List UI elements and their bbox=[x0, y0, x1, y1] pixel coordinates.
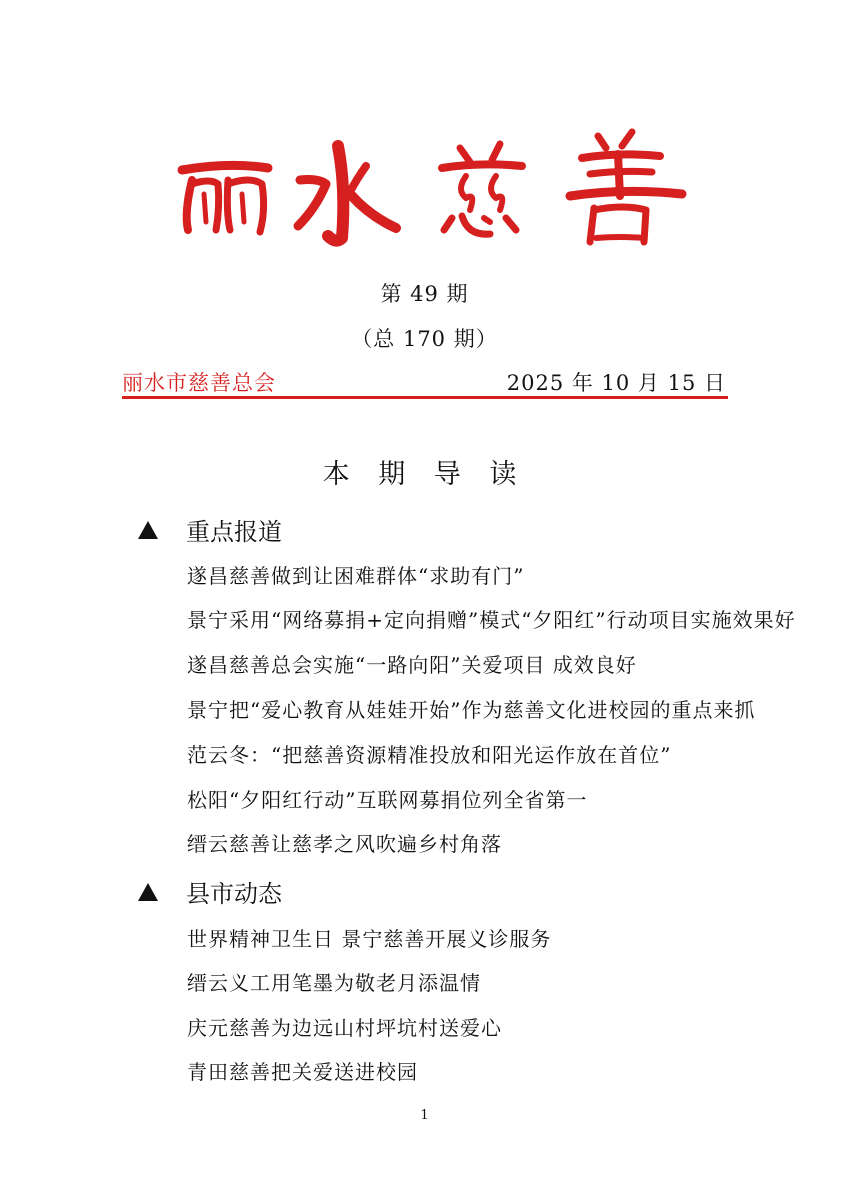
masthead-calligraphy bbox=[170, 118, 700, 258]
triangle-bullet-icon bbox=[138, 521, 158, 539]
toc-item[interactable]: 世界精神卫生日 景宁慈善开展义诊服务 bbox=[187, 927, 552, 951]
toc-item[interactable]: 庆元慈善为边远山村坪坑村送爱心 bbox=[187, 1016, 502, 1040]
header-divider bbox=[122, 396, 728, 399]
toc-item[interactable]: 景宁把“爱心教育从娃娃开始”作为慈善文化进校园的重点来抓 bbox=[187, 698, 756, 722]
toc-title: 本 期 导 读 bbox=[322, 459, 527, 490]
toc-item[interactable]: 遂昌慈善做到让困难群体“求助有门” bbox=[187, 564, 525, 588]
issue-number: 第 49 期 bbox=[380, 282, 469, 306]
issue-total: （总 170 期） bbox=[351, 327, 498, 351]
section-heading-county-news bbox=[138, 874, 282, 909]
toc-item[interactable]: 缙云慈善让慈孝之风吹遍乡村角落 bbox=[187, 832, 502, 856]
masthead-logo bbox=[170, 118, 700, 258]
toc-item[interactable]: 遂昌慈善总会实施“一路向阳”关爱项目 成效良好 bbox=[187, 653, 637, 677]
section-heading-key-reports bbox=[138, 512, 282, 547]
toc-item[interactable]: 松阳“夕阳红行动”互联网募捐位列全省第一 bbox=[187, 788, 588, 812]
section-heading-label: 重点报道 bbox=[186, 518, 282, 546]
section-heading-label: 县市动态 bbox=[186, 880, 282, 908]
publication-date: 2025 年 10 月 15 日 bbox=[506, 371, 726, 395]
triangle-bullet-icon bbox=[138, 883, 158, 901]
toc-item[interactable]: 范云冬：“把慈善资源精准投放和阳光运作放在首位” bbox=[187, 743, 672, 767]
page-number: 1 bbox=[420, 1108, 429, 1123]
toc-item[interactable]: 景宁采用“网络募捐+定向捐赠”模式“夕阳红”行动项目实施效果好 bbox=[187, 608, 796, 632]
toc-item[interactable]: 青田慈善把关爱送进校园 bbox=[187, 1060, 418, 1084]
toc-item[interactable]: 缙云义工用笔墨为敬老月添温情 bbox=[187, 971, 481, 995]
publisher-name: 丽水市慈善总会 bbox=[122, 371, 276, 395]
